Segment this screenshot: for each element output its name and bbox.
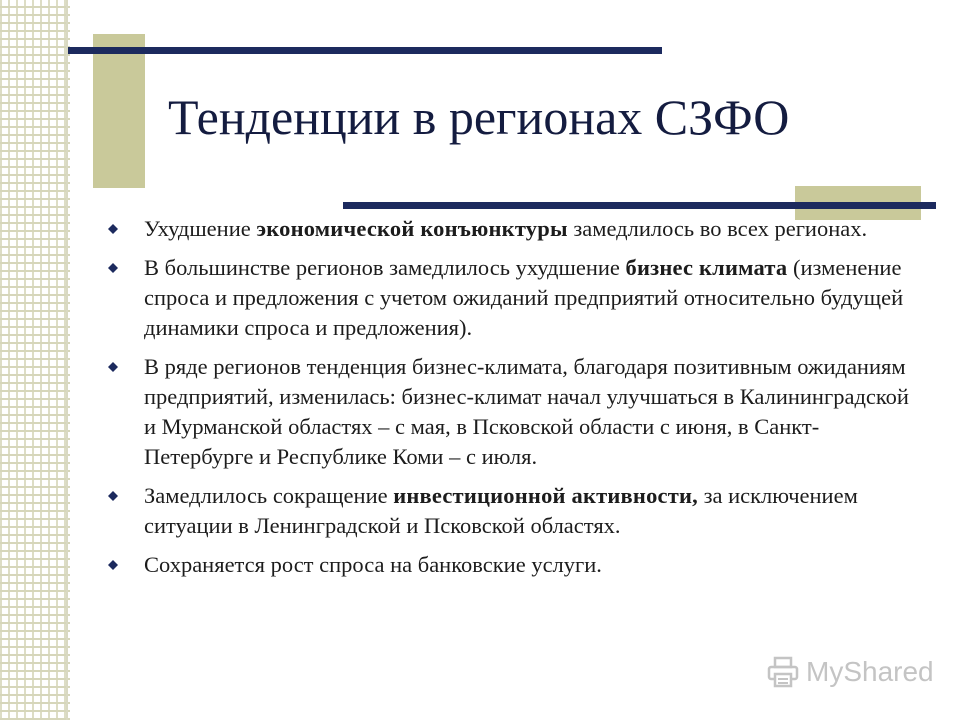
diamond-bullet-icon (108, 263, 118, 273)
bullet-item (104, 352, 924, 472)
bullet-text: В ряде регионов тенденция бизнес-климата, благодаря позитивным ожиданиям предприятий, изменилась: бизнес-климат начал улучшаться в Калининградской и Мурманской областях – с мая, в Псковской области с июня, в Санкт-Петербурге и Республике Коми – с июля. (144, 354, 909, 469)
diamond-bullet-icon (108, 362, 118, 372)
olive-accent-block-left (93, 34, 145, 188)
bullet-item (104, 214, 924, 244)
bullet-text: Сохраняется рост спроса на банковские услуги. (144, 552, 602, 577)
bullet-item (104, 253, 924, 343)
bullet-text: В большинстве регионов замедлилось ухудшение (144, 255, 626, 280)
slide-title: Тенденции в регионах СЗФО (168, 89, 790, 145)
diamond-bullet-icon (108, 491, 118, 501)
bullet-text: Ухудшение (144, 216, 257, 241)
left-stripe-pattern (0, 0, 70, 720)
stripe-edge-line (66, 0, 68, 720)
middle-navy-rule (343, 202, 936, 209)
printer-icon (766, 655, 800, 689)
diamond-bullet-icon (108, 224, 118, 234)
diamond-bullet-icon (108, 560, 118, 570)
watermark (766, 655, 934, 689)
top-navy-rule (68, 47, 662, 54)
bullet-list (104, 214, 924, 589)
bullet-item (104, 550, 924, 580)
bullet-text: (изменение спроса и предложения с учетом ожиданий предприятий относительно будущей динамики спроса и предложения). (144, 255, 904, 340)
bullet-text: Замедлилось сокращение (144, 483, 394, 508)
bullet-emphasis: экономической конъюнктуры (256, 216, 568, 241)
bullet-emphasis: инвестиционной активности, (393, 483, 698, 508)
bullet-text: замедлилось во всех регионах. (567, 216, 868, 241)
bullet-item (104, 481, 924, 541)
bullet-emphasis: бизнес климата (625, 255, 788, 280)
bullet-text: за исключением ситуации в Ленинградской и Псковской областях. (144, 483, 858, 538)
watermark-text: MyShared (806, 656, 934, 687)
